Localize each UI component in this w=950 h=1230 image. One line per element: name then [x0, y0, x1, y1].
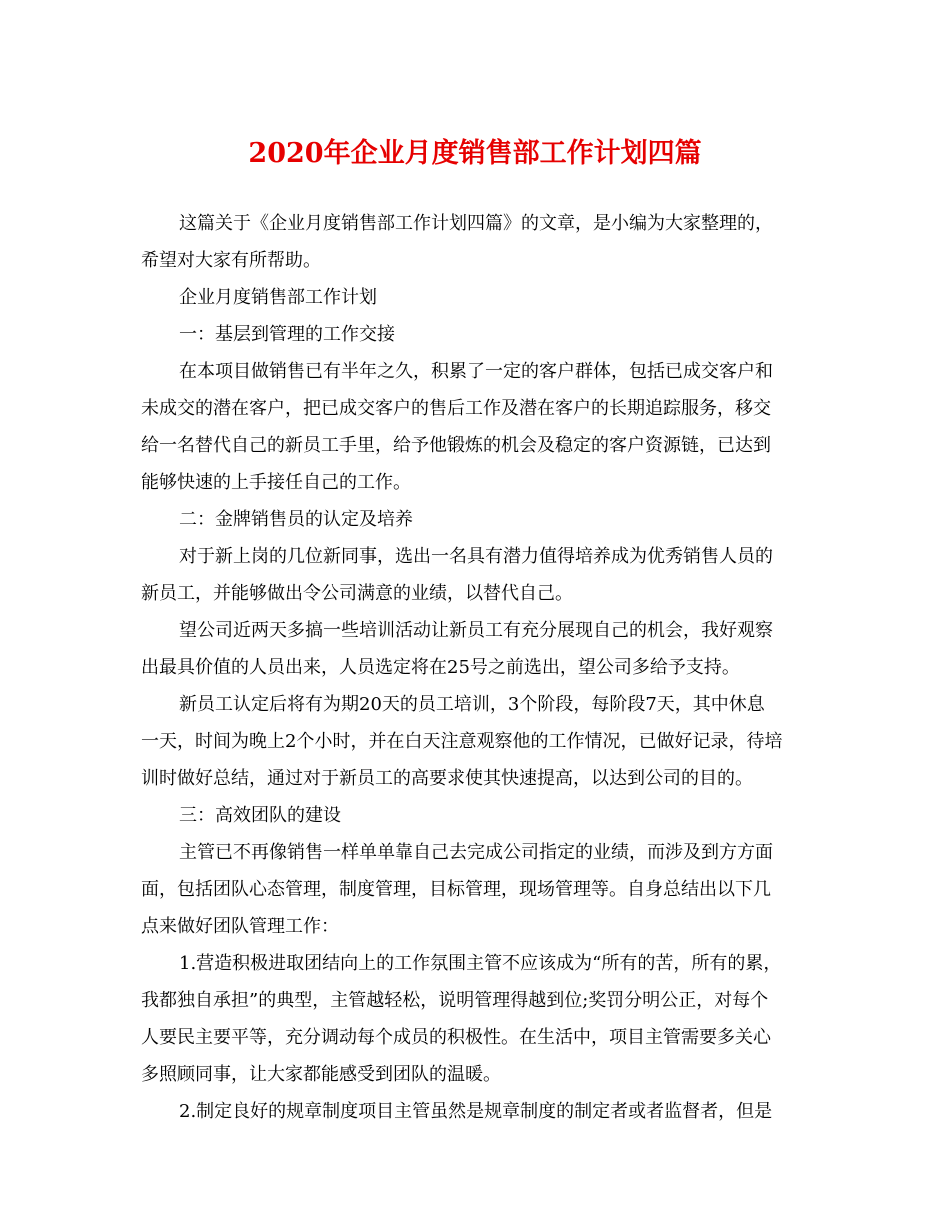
paragraph-line: 2.制定良好的规章制度项目主管虽然是规章制度的制定者或者监督者，但是 — [179, 1101, 773, 1122]
paragraph-line: 能够快速的上手接任自己的工作。 — [141, 472, 411, 493]
paragraph — [141, 279, 814, 316]
paragraph-line: 未成交的潜在客户，把已成交客户的售后工作及潜在客户的长期追踪服务，移交 — [141, 398, 771, 419]
paragraph — [141, 501, 814, 538]
paragraph-line: 我都独自承担”的典型，主管越轻松，说明管理得越到位;奖罚分明公正，对每个 — [141, 990, 769, 1011]
paragraph — [141, 1093, 814, 1130]
paragraph — [141, 205, 814, 279]
paragraph — [141, 686, 814, 797]
paragraph-line: 一天，时间为晚上2个小时，并在白天注意观察他的工作情况，已做好记录，待培 — [141, 731, 783, 752]
paragraph-line: 二：金牌销售员的认定及培养 — [179, 509, 413, 530]
paragraph-line: 三：高效团队的建设 — [179, 805, 341, 826]
paragraph — [141, 612, 814, 686]
paragraph-line: 面，包括团队心态管理，制度管理，目标管理，现场管理等。自身总结出以下几 — [141, 879, 771, 900]
paragraph-line: 多照顾同事，让大家都能感受到团队的温暖。 — [141, 1064, 501, 1085]
paragraph — [141, 316, 814, 353]
paragraph-line: 企业月度销售部工作计划 — [179, 287, 377, 308]
paragraph-line: 点来做好团队管理工作： — [141, 916, 339, 937]
paragraph-line: 对于新上岗的几位新同事，选出一名具有潜力值得培养成为优秀销售人员的 — [179, 546, 773, 567]
paragraph-line: 一：基层到管理的工作交接 — [179, 324, 395, 345]
paragraph — [141, 945, 814, 1093]
paragraph-line: 新员工，并能够做出令公司满意的业绩，以替代自己。 — [141, 583, 573, 604]
paragraph-line: 1.营造积极进取团结向上的工作氛围主管不应该成为“所有的苦，所有的累， — [179, 953, 782, 974]
paragraph-line: 给一名替代自己的新员工手里，给予他锻炼的机会及稳定的客户资源链，已达到 — [141, 435, 771, 456]
paragraph-line: 出最具价值的人员出来，人员选定将在25号之前选出，望公司多给予支持。 — [141, 657, 740, 678]
paragraph-line: 这篇关于《企业月度销售部工作计划四篇》的文章，是小编为大家整理的， — [179, 213, 773, 234]
paragraph-line: 新员工认定后将有为期20天的员工培训，3个阶段，每阶段7天，其中休息 — [179, 694, 765, 715]
paragraph — [141, 834, 814, 945]
paragraph-line: 望公司近两天多搞一些培训活动让新员工有充分展现自己的机会，我好观察 — [179, 620, 773, 641]
paragraph-line: 人要民主要平等，充分调动每个成员的积极性。在生活中，项目主管需要多关心 — [141, 1027, 771, 1048]
paragraph — [141, 797, 814, 834]
paragraph — [141, 353, 814, 501]
document-body — [141, 205, 814, 1130]
paragraph-line: 训时做好总结，通过对于新员工的高要求使其快速提高，以达到公司的目的。 — [141, 768, 753, 789]
paragraph — [141, 538, 814, 612]
paragraph-line: 希望对大家有所帮助。 — [141, 250, 321, 271]
document-title: 2020年企业月度销售部工作计划四篇 — [248, 138, 702, 169]
paragraph-line: 主管已不再像销售一样单单靠自己去完成公司指定的业绩，而涉及到方方面 — [179, 842, 773, 863]
paragraph-line: 在本项目做销售已有半年之久，积累了一定的客户群体，包括已成交客户和 — [179, 361, 773, 382]
